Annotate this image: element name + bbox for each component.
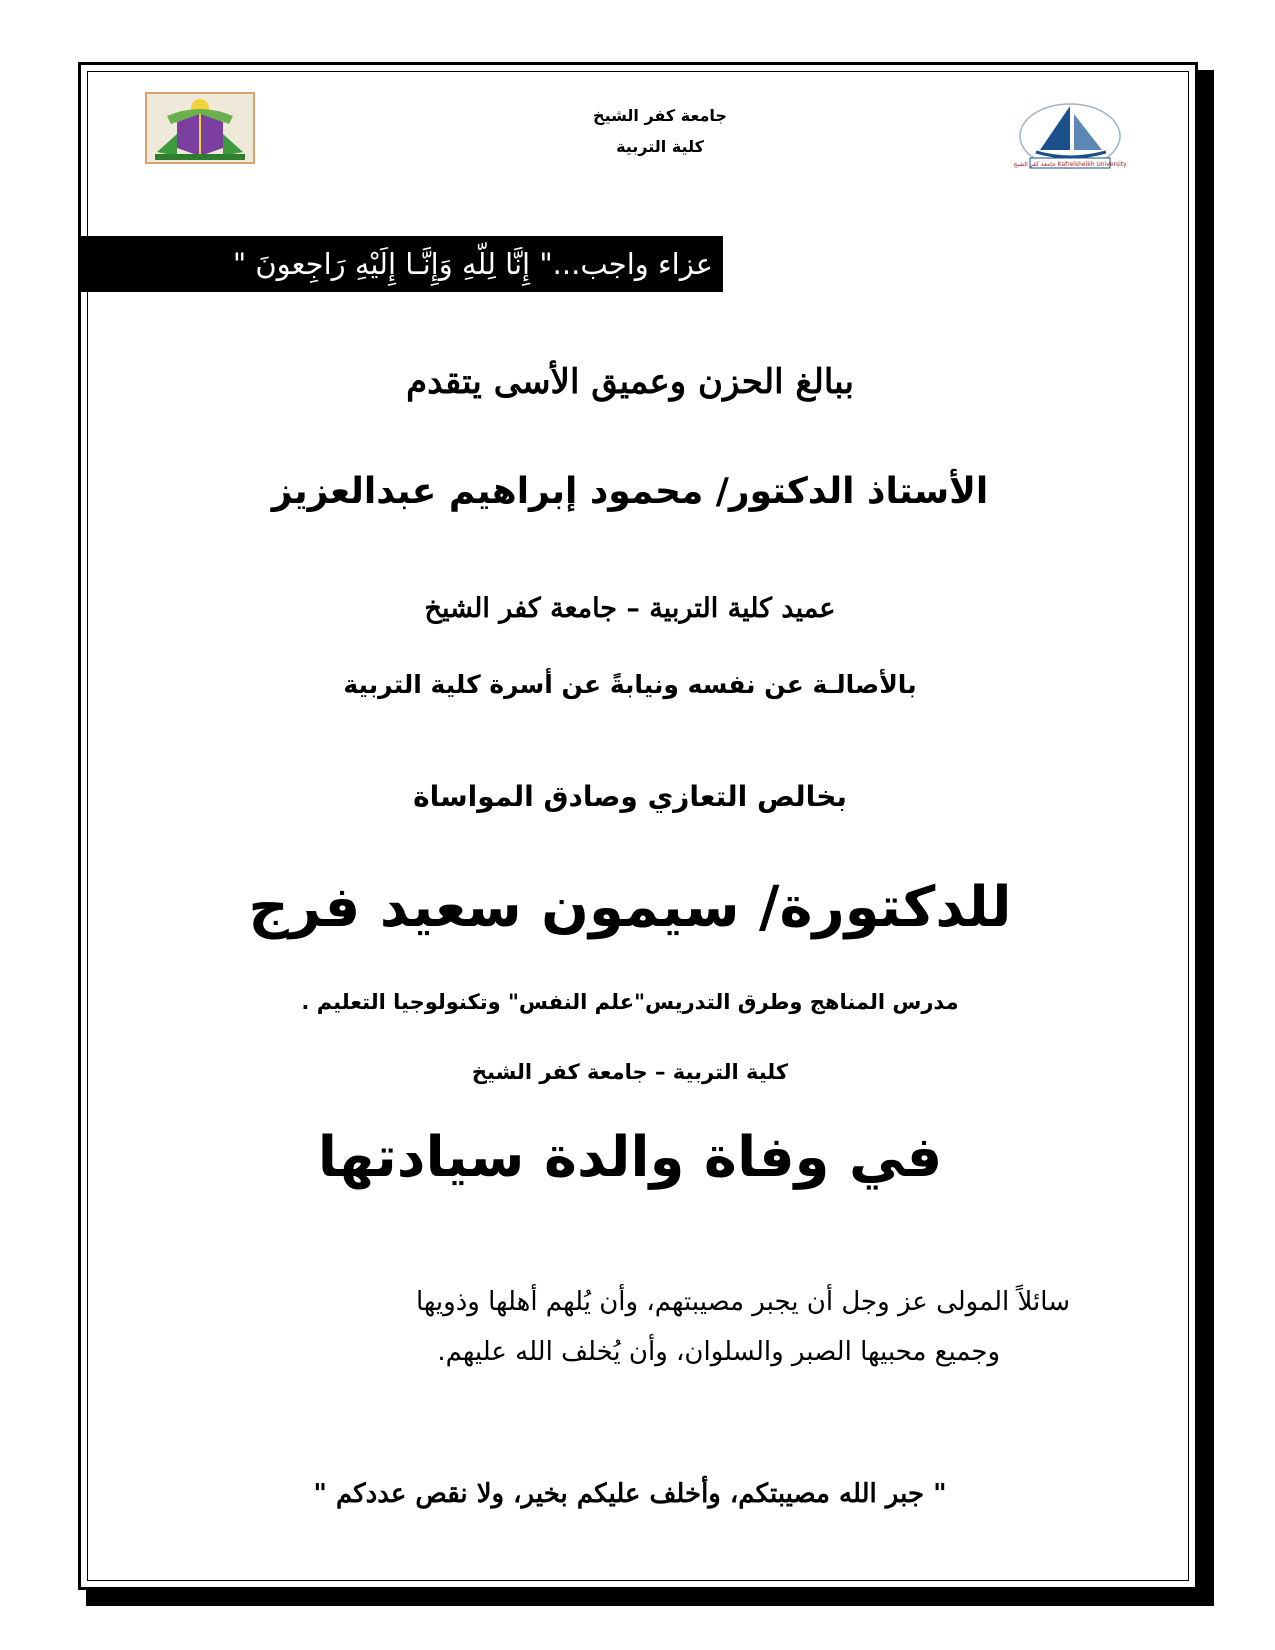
intro-line: ببالغ الحزن وعميق الأسى يتقدم [406,362,854,402]
prayer-line-2: وجميع محبيها الصبر والسلوان، وأن يُخلف الله عليهم. [437,1337,1000,1367]
sender-title: عميد كلية التربية – جامعة كفر الشيخ [424,593,836,624]
condolence-banner: عزاء واجب..." إِنَّا لِلّهِ وَإِنَّـا إِلَيْهِ رَاجِعونَ " [80,236,723,292]
on-behalf-line: بالأصالـة عن نفسه ونيابةً عن أسرة كلية التربية [343,670,917,699]
faculty-name: كلية التربية [616,137,704,156]
university-logo [1013,100,1127,172]
closing-line: " جبر الله مصيبتكم، وأخلف عليكم بخير، ولا نقص عددكم " [313,1479,947,1509]
faculty-logo-icon [147,94,253,162]
university-name: جامعة كفر الشيخ [593,106,727,125]
recipient-affiliation: كلية التربية – جامعة كفر الشيخ [471,1060,789,1084]
prayer-line-1: سائلاً المولى عز وجل أن يجبر مصيبتهم، وأن يُلهم أهلها وذويها [416,1287,1070,1317]
university-sail-icon [1013,100,1127,172]
university-logo-caption: جامعة كفر الشيخ Kafrelsheikh University [1013,161,1127,168]
occasion-line: في وفاة والدة سيادتها [317,1125,943,1190]
recipient-position: مدرس المناهج وطرق التدريس"علم النفس" وتكنولوجيا التعليم . [301,990,959,1014]
recipient-name: للدكتورة/ سيمون سعيد فرج [248,875,1012,940]
prayer-paragraph [215,1277,1070,1377]
faculty-logo [145,92,255,164]
condolence-line: بخالص التعازي وصادق المواساة [413,780,847,813]
sender-name: الأستاذ الدكتور/ محمود إبراهيم عبدالعزيز [271,471,989,512]
